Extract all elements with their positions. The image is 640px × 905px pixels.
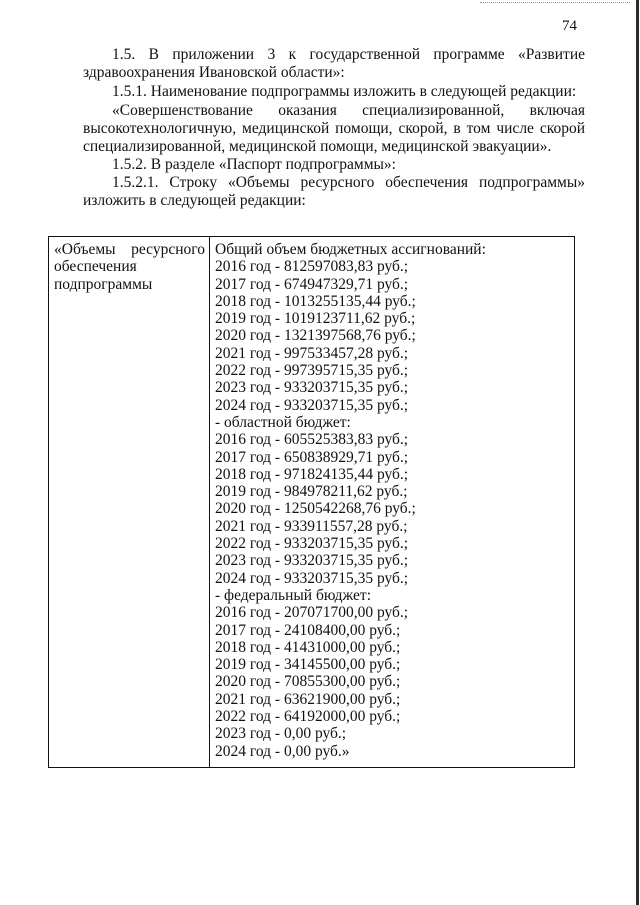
total-year-row: 2024 год - 933203715,35 руб.; [215,396,409,414]
total-year-row: 2016 год - 812597083,83 руб.; [215,258,409,276]
regional-year-row: 2018 год - 971824135,44 руб.; [215,465,409,483]
resources-label-cell: «Объемы ресурсного обеспечения подпрограммы [49,237,210,768]
paragraph-subprogram-name: «Совершенствование оказания специализированной, включая высокотехнологичную, медицинской помощи, скорой, в том числе скорой специализированной, медицинской помощи, медицинской эвакуации». [83,102,585,155]
federal-year-row: 2023 год - 0,00 руб.; [215,725,347,743]
regional-year-row: 2024 год - 933203715,35 руб.; [215,569,409,587]
total-year-row: 2021 год - 997533457,28 руб.; [215,344,409,362]
federal-list [215,604,570,760]
federal-year-row: 2022 год - 64192000,00 руб.; [215,708,401,726]
regional-year-row: 2022 год - 933203715,35 руб.; [215,535,409,553]
paragraph-1-5-2-1: 1.5.2.1. Строку «Объемы ресурсного обеспечения подпрограммы» изложить в следующей редакции: [83,174,585,209]
regional-list [215,431,570,587]
scan-edge-shadow [636,0,639,905]
federal-year-row: 2019 год - 34145500,00 руб.; [215,656,401,674]
paragraph-1-5-1: 1.5.1. Наименование подпрограммы изложить в следующей редакции: [112,83,577,100]
federal-year-row: 2018 год - 41431000,00 руб.; [215,638,401,656]
page-number: 74 [562,18,577,34]
total-list [215,258,570,414]
federal-year-row: 2024 год - 0,00 руб.» [215,742,350,760]
total-year-row: 2022 год - 997395715,35 руб.; [215,362,409,380]
regional-header: - областной бюджет: [215,413,351,431]
paragraph-1-5-2: 1.5.2. В разделе «Паспорт подпрограммы»: [112,156,396,173]
federal-year-row: 2020 год - 70855300,00 руб.; [215,673,401,691]
resources-table [48,236,575,768]
paragraph-1-5: 1.5. В приложении 3 к государственной программе «Развитие здравоохранения Ивановской области»: [83,46,585,81]
resources-values-cell [210,237,575,768]
federal-year-row: 2017 год - 24108400,00 руб.; [215,621,401,639]
total-header: Общий объем бюджетных ассигнований: [215,241,486,258]
federal-year-row: 2021 год - 63621900,00 руб.; [215,690,401,708]
scan-artifact [480,2,630,6]
table-row [49,237,575,768]
regional-year-row: 2020 год - 1250542268,76 руб.; [215,500,416,518]
regional-year-row: 2021 год - 933911557,28 руб.; [215,517,408,535]
total-year-row: 2023 год - 933203715,35 руб.; [215,379,409,397]
regional-year-row: 2023 год - 933203715,35 руб.; [215,552,409,570]
federal-header: - федеральный бюджет: [215,586,371,604]
total-year-row: 2019 год - 1019123711,62 руб.; [215,310,416,328]
document-body [83,46,585,210]
regional-year-row: 2017 год - 650838929,71 руб.; [215,448,409,466]
federal-year-row: 2016 год - 207071700,00 руб.; [215,604,409,622]
regional-year-row: 2016 год - 605525383,83 руб.; [215,431,409,449]
total-year-row: 2020 год - 1321397568,76 руб.; [215,327,416,345]
total-year-row: 2018 год - 1013255135,44 руб.; [215,292,416,310]
total-year-row: 2017 год - 674947329,71 руб.; [215,275,409,293]
regional-year-row: 2019 год - 984978211,62 руб.; [215,483,408,501]
